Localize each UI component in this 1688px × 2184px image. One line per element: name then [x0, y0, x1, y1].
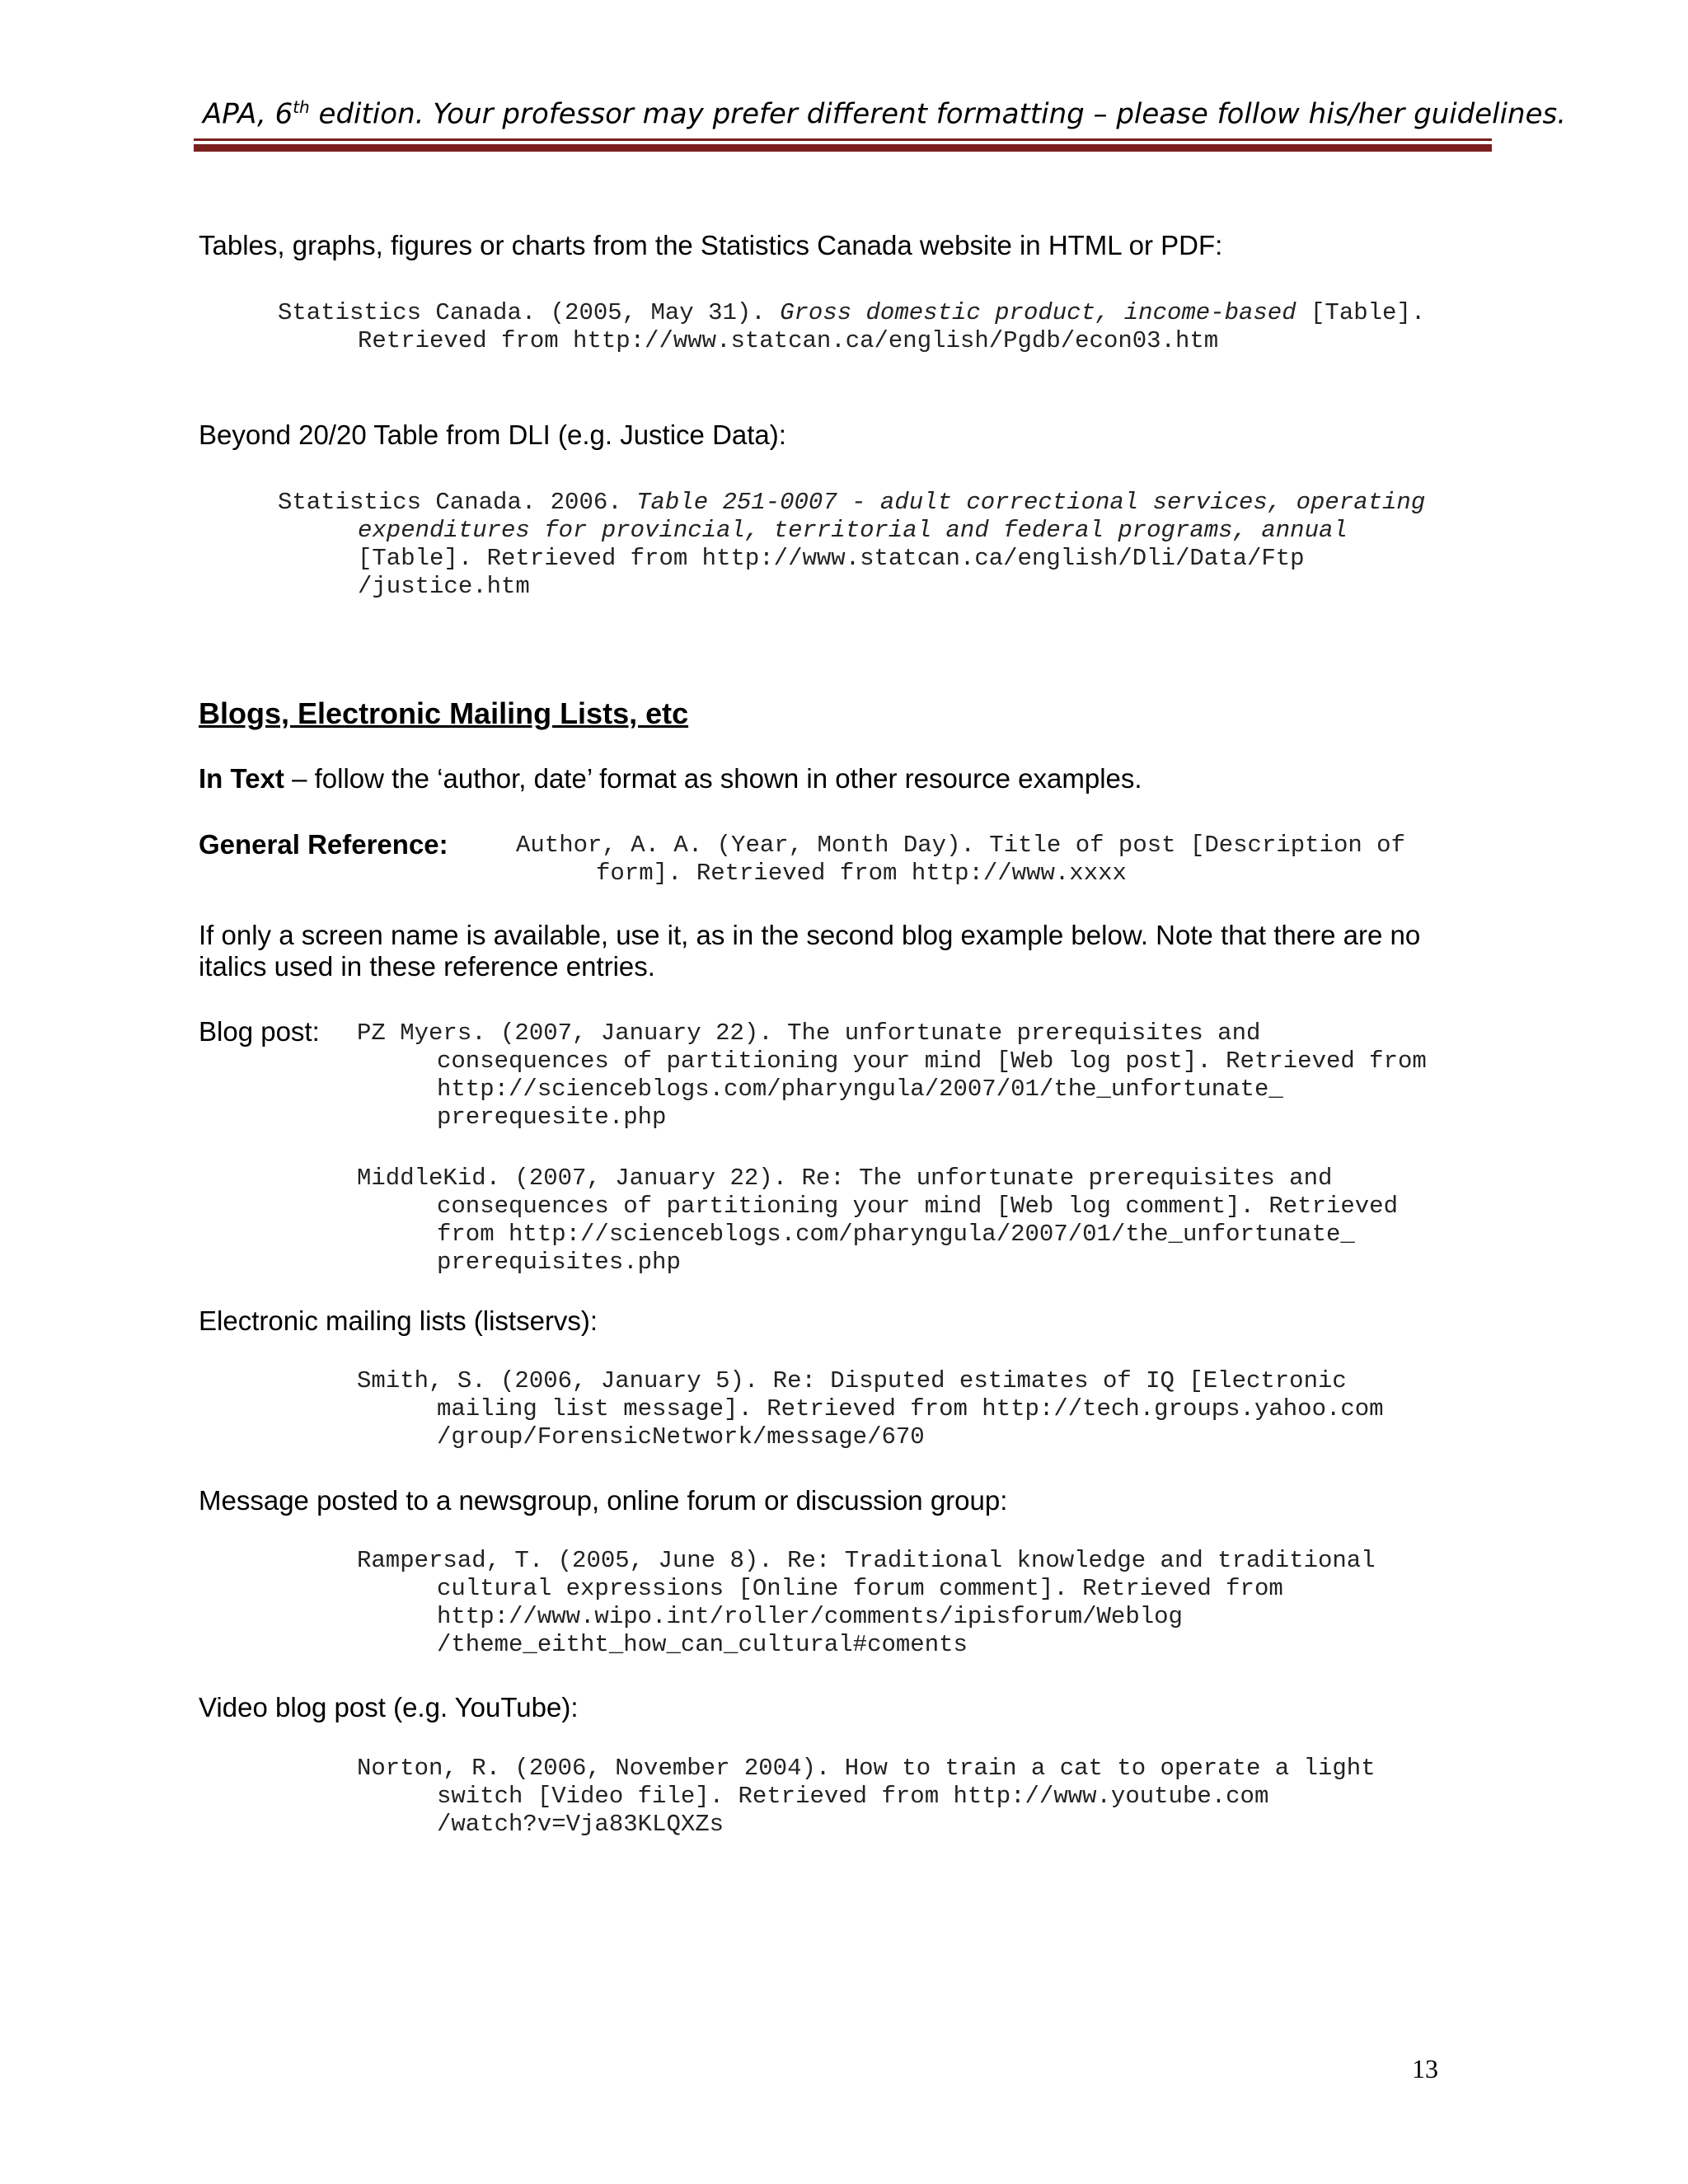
blog-ref1-line3: http://scienceblogs.com/pharyngula/2007/01/the_unfortunate_: [437, 1076, 1283, 1103]
mailing-ref-line1: Smith, S. (2006, January 5). Re: Disputed estimates of IQ [Electronic: [357, 1367, 1347, 1394]
beyond-ref-title: Table 251-0007 - adult correctional services, operating: [636, 489, 1426, 516]
newsgroup-ref-line1: Rampersad, T. (2005, June 8). Re: Traditional knowledge and traditional: [357, 1547, 1376, 1574]
video-ref-line1: Norton, R. (2006, November 2004). How to train a cat to operate a light: [357, 1755, 1376, 1782]
mailing-label: Electronic mailing lists (listservs):: [199, 1305, 598, 1336]
blog-ref1-line1: PZ Myers. (2007, January 22). The unfortunate prerequisites and: [357, 1019, 1261, 1047]
blog-ref2-line1: MiddleKid. (2007, January 22). Re: The unfortunate prerequisites and: [357, 1165, 1333, 1192]
page-header: [203, 97, 1567, 131]
mailing-ref-line3: /group/ForensicNetwork/message/670: [437, 1423, 925, 1451]
blog-ref1-line2: consequences of partitioning your mind [Web log post]. Retrieved from: [437, 1047, 1427, 1075]
video-label: Video blog post (e.g. YouTube):: [199, 1692, 579, 1722]
blog-ref2-line2: consequences of partitioning your mind [Web log comment]. Retrieved: [437, 1193, 1398, 1220]
screen-name-note-line1: If only a screen name is available, use it, as in the second blog example below. Note that there are no: [199, 920, 1421, 950]
beyond-ref-line3: [Table]. Retrieved from http://www.statcan.ca/english/Dli/Data/Ftp: [358, 545, 1305, 572]
newsgroup-ref-line3: http://www.wipo.int/roller/comments/ipisforum/Weblog: [437, 1603, 1183, 1630]
beyond-ref-author: Statistics Canada. 2006.: [278, 489, 637, 516]
screen-name-note-line2: italics used in these reference entries.: [199, 951, 655, 982]
statcan-ref-type: [Table].: [1296, 299, 1426, 326]
mailing-ref-line2: mailing list message]. Retrieved from http://tech.groups.yahoo.com: [437, 1395, 1384, 1422]
beyond-ref-title-cont: expenditures for provincial, territorial and federal programs, annual: [358, 517, 1348, 544]
in-text-label: In Text: [199, 763, 284, 794]
in-text-line: [199, 763, 1142, 794]
statcan-ref-line1: [278, 299, 1425, 327]
header-rule-thin: [194, 138, 1492, 141]
blog-post-label: Blog post:: [199, 1016, 320, 1047]
video-ref-line2: switch [Video file]. Retrieved from http://www.youtube.com: [437, 1783, 1269, 1810]
video-ref-line3: /watch?v=Vja83KLQXZs: [437, 1811, 724, 1838]
header-suffix: edition. Your professor may prefer different formatting – please follow his/her guidelines.: [309, 97, 1567, 131]
header-prefix: APA, 6: [203, 97, 293, 131]
general-reference-line2: form]. Retrieved from http://www.xxxx: [596, 860, 1127, 887]
newsgroup-label: Message posted to a newsgroup, online forum or discussion group:: [199, 1485, 1008, 1516]
header-sup: th: [293, 97, 310, 117]
beyond-ref-line2: [358, 517, 1348, 545]
statcan-label: Tables, graphs, figures or charts from the Statistics Canada website in HTML or PDF:: [199, 230, 1223, 260]
blog-ref2-line3: from http://scienceblogs.com/pharyngula/2007/01/the_unfortunate_: [437, 1221, 1355, 1248]
newsgroup-ref-line4: /theme_eitht_how_can_cultural#coments: [437, 1631, 968, 1658]
statcan-ref-title: Gross domestic product, income-based: [780, 299, 1296, 326]
beyond-ref-line1: [278, 489, 1425, 517]
header-rule-thick: [194, 144, 1492, 152]
general-reference-line1: Author, A. A. (Year, Month Day). Title of post [Description of: [516, 832, 1405, 859]
page-number: 13: [1412, 2054, 1438, 2083]
beyond-label: Beyond 20/20 Table from DLI (e.g. Justice Data):: [199, 419, 786, 450]
general-reference-label: General Reference:: [199, 829, 448, 860]
blogs-heading: Blogs, Electronic Mailing Lists, etc: [199, 696, 689, 730]
blog-ref1-line4: prerequesite.php: [437, 1104, 667, 1131]
newsgroup-ref-line2: cultural expressions [Online forum comment]. Retrieved from: [437, 1575, 1283, 1602]
in-text-body: – follow the ‘author, date’ format as shown in other resource examples.: [284, 763, 1142, 794]
beyond-ref-line4: /justice.htm: [358, 573, 530, 600]
statcan-ref-author: Statistics Canada. (2005, May 31).: [278, 299, 781, 326]
blog-ref2-line4: prerequisites.php: [437, 1249, 681, 1276]
statcan-ref-line2: Retrieved from http://www.statcan.ca/english/Pgdb/econ03.htm: [358, 327, 1219, 354]
